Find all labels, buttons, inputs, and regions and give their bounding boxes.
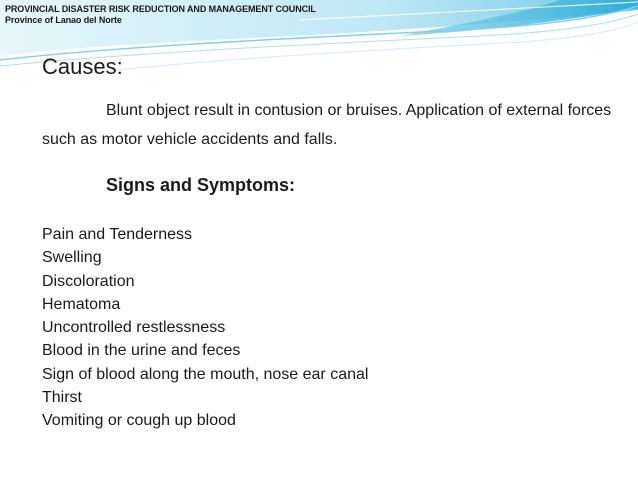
list-item: Sign of blood along the mouth, nose ear canal	[42, 365, 369, 383]
list-item: Discoloration	[42, 272, 135, 290]
organization-header	[5, 4, 316, 26]
causes-heading: Causes:	[42, 54, 123, 79]
list-item: Hematoma	[42, 295, 121, 313]
list-item: Pain and Tenderness	[42, 226, 193, 243]
list-item: Blood in the urine and feces	[42, 342, 241, 360]
list-item: Uncontrolled restlessness	[42, 319, 226, 337]
symptoms-list	[42, 223, 368, 433]
signs-symptoms-heading: Signs and Symptoms:	[106, 175, 296, 195]
list-item: Thirst	[42, 389, 82, 407]
list-item: Vomiting or cough up blood	[42, 412, 236, 430]
causes-paragraph: Blunt object result in contusion or bruises. Application of external forces such as motor vehicle accidents and falls.	[42, 102, 612, 148]
org-name: PROVINCIAL DISASTER RISK REDUCTION AND MANAGEMENT COUNCIL	[5, 4, 316, 14]
province-name: Province of Lanao del Norte	[5, 15, 122, 25]
list-item: Swelling	[42, 249, 102, 267]
